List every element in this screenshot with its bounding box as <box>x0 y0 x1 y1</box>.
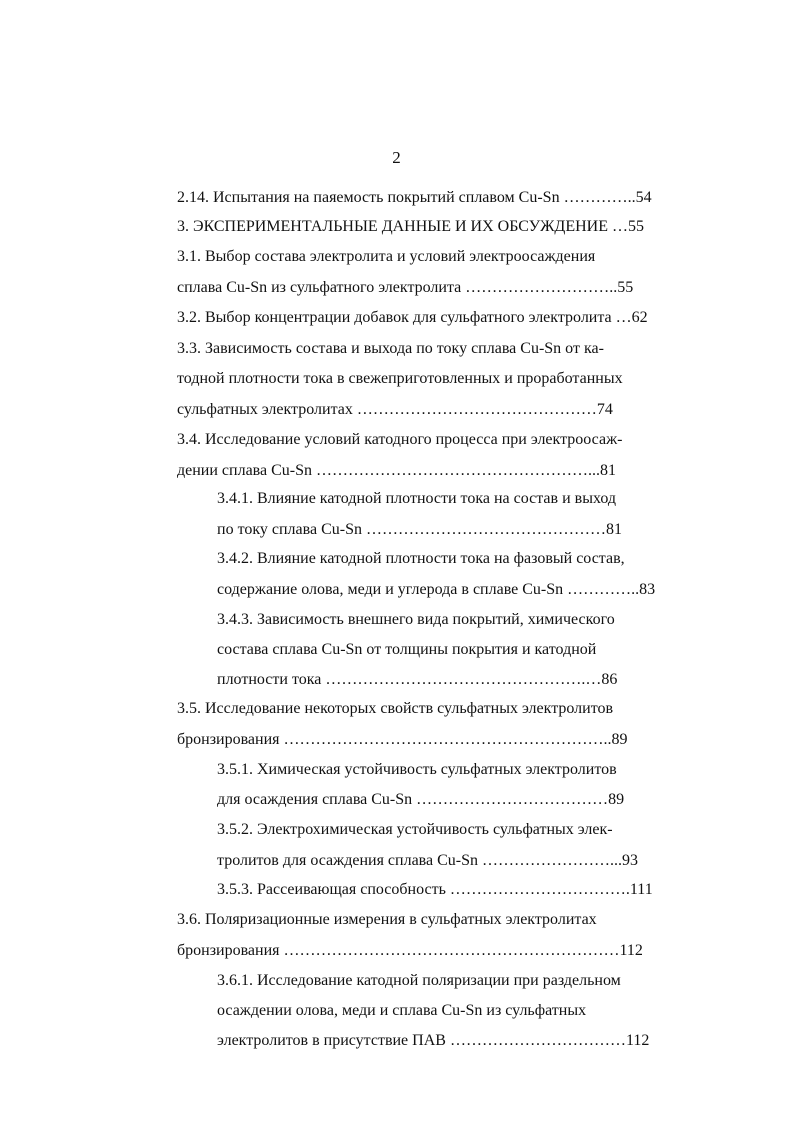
toc-entry-sub: электролитов в присутствие ПАВ ……………………………112 <box>217 1032 650 1049</box>
toc-entry-sub: 3.6.1. Исследование катодной поляризации при раздельном <box>217 972 621 989</box>
toc-entry-sub: 3.5.3. Рассеивающая способность …………………………….111 <box>217 881 653 898</box>
toc-entry-sub: состава сплава Cu-Sn от толщины покрытия и катодной <box>217 641 597 658</box>
toc-entry: 3.1. Выбор состава электролита и условий электроосаждения <box>177 248 596 265</box>
toc-entry-sub: 3.4.2. Влияние катодной плотности тока на фазовый состав, <box>217 550 625 567</box>
toc-entry: дении сплава Cu-Sn ……………………………………………...81 <box>177 462 617 479</box>
toc-entry-sub: содержание олова, меди и углерода в сплаве Cu-Sn …………..83 <box>217 581 656 598</box>
page-number: 2 <box>392 148 401 167</box>
toc-entry: 3.6. Поляризационные измерения в сульфатных электролитах <box>177 911 597 928</box>
toc-entry: тодной плотности тока в свежеприготовленных и проработанных <box>177 370 623 387</box>
toc-entry: сульфатных электролитах ………………………………………74 <box>177 401 613 418</box>
toc-entry: сплава Cu-Sn из сульфатного электролита ………………………..55 <box>177 279 634 296</box>
toc-entry: 3. ЭКСПЕРИМЕНТАЛЬНЫЕ ДАННЫЕ И ИХ ОБСУЖДЕНИЕ …55 <box>177 218 644 235</box>
toc-entry-sub: 3.5.2. Электрохимическая устойчивость сульфатных элек- <box>217 821 613 838</box>
toc-entry: 3.5. Исследование некоторых свойств сульфатных электролитов <box>177 700 614 717</box>
toc-entry: 2.14. Испытания на паяемость покрытий сплавом Cu-Sn …………..54 <box>177 189 652 206</box>
toc-entry-sub: осаждении олова, меди и сплава Cu-Sn из сульфатных <box>217 1002 587 1019</box>
toc-entry-sub: тролитов для осаждения сплава Cu-Sn ……………………...93 <box>217 852 639 869</box>
toc-entry-sub: по току сплава Cu-Sn ………………………………………81 <box>217 521 622 538</box>
toc-entry: бронзирования ………………………………………………………112 <box>177 942 643 959</box>
toc-entry-sub: плотности тока ………………………………………….…86 <box>217 671 618 688</box>
toc-entry-sub: для осаждения сплава Cu-Sn ………………………………89 <box>217 791 625 808</box>
toc-entry: 3.2. Выбор концентрации добавок для сульфатного электролита …62 <box>177 309 648 326</box>
toc-entry: бронзирования ……………………………………………………..89 <box>177 731 628 748</box>
toc-entry-sub: 3.4.3. Зависимость внешнего вида покрытий, химического <box>217 611 615 628</box>
toc-entry-sub: 3.4.1. Влияние катодной плотности тока на состав и выход <box>217 490 617 507</box>
toc-entry-sub: 3.5.1. Химическая устойчивость сульфатных электролитов <box>217 761 617 778</box>
toc-entry: 3.4. Исследование условий катодного процесса при электроосаж- <box>177 431 623 448</box>
toc-entry: 3.3. Зависимость состава и выхода по току сплава Cu-Sn от ка- <box>177 340 604 357</box>
